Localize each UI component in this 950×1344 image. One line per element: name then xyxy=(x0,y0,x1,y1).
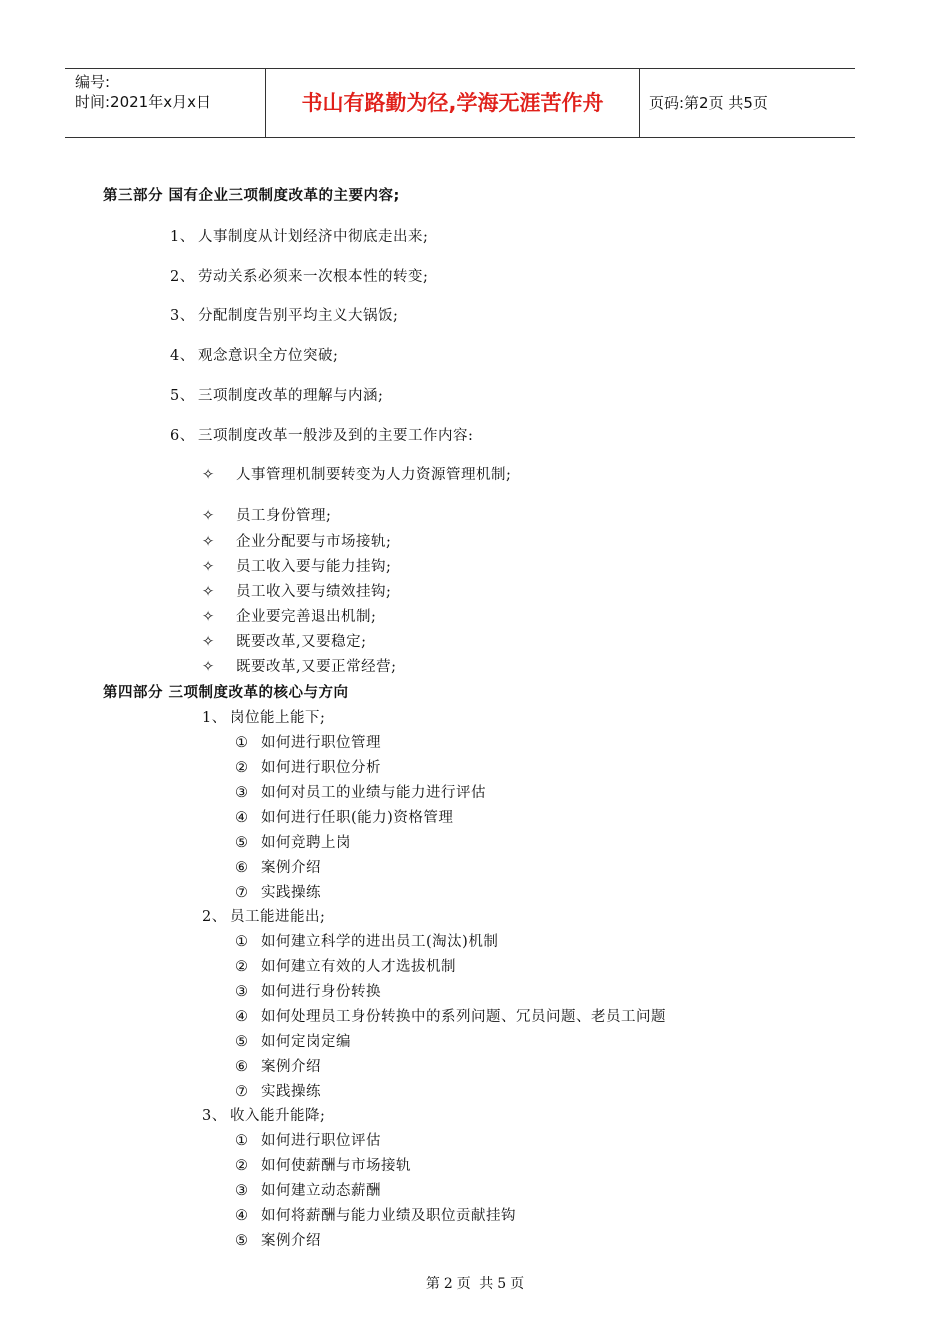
sub-item: ④ 如何处理员工身份转换中的系列问题、冗员问题、老员工问题 xyxy=(235,1009,666,1025)
list-item: 2、 劳动关系必须来一次根本性的转变; xyxy=(170,269,429,285)
sub-item: ② 如何进行职位分析 xyxy=(235,760,381,776)
sub-item: ③ 如何建立动态薪酬 xyxy=(235,1183,381,1199)
diamond-bullet-icon: ✧ xyxy=(202,559,215,575)
header-divider xyxy=(639,69,640,137)
sub-item: ⑤ 案例介绍 xyxy=(235,1233,321,1249)
sub-item: ⑦ 实践操练 xyxy=(235,885,321,901)
header-page-label: 页码:第2页 共5页 xyxy=(649,94,768,112)
bullet-item: ✧ 既要改革,又要正常经营; xyxy=(202,659,397,675)
sub-item: ⑤ 如何定岗定编 xyxy=(235,1034,351,1050)
diamond-bullet-icon: ✧ xyxy=(202,609,215,625)
sub-item: ⑥ 案例介绍 xyxy=(235,860,321,876)
bullet-item: ✧ 人事管理机制要转变为人力资源管理机制; xyxy=(202,467,512,483)
footer-page-number: 2 xyxy=(443,1276,453,1292)
list-item: 3、 分配制度告别平均主义大锅饭; xyxy=(170,308,399,324)
page-header xyxy=(65,68,855,138)
bullet-item: ✧ 员工身份管理; xyxy=(202,508,332,524)
sub-item: ① 如何进行职位管理 xyxy=(235,735,381,751)
bullet-item: ✧ 企业分配要与市场接轨; xyxy=(202,534,392,550)
diamond-bullet-icon: ✧ xyxy=(202,467,215,483)
sub-item: ⑦ 实践操练 xyxy=(235,1084,321,1100)
bullet-item: ✧ 员工收入要与能力挂钩; xyxy=(202,559,392,575)
sub-item: ① 如何建立科学的进出员工(淘汰)机制 xyxy=(235,934,499,950)
number-label: 编号: xyxy=(75,73,111,91)
bullet-item: ✧ 员工收入要与绩效挂钩; xyxy=(202,584,392,600)
diamond-bullet-icon: ✧ xyxy=(202,534,215,550)
list-item: 4、 观念意识全方位突破; xyxy=(170,348,339,364)
list-item: 5、 三项制度改革的理解与内涵; xyxy=(170,388,384,404)
sub-item: ③ 如何进行身份转换 xyxy=(235,984,381,1000)
list-item: 1、 人事制度从计划经济中彻底走出来; xyxy=(170,229,429,245)
time-label: 时间:2021年x月x日 xyxy=(75,93,211,111)
bullet-item: ✧ 既要改革,又要稳定; xyxy=(202,634,367,650)
part3-title: 第三部分 国有企业三项制度改革的主要内容; xyxy=(103,188,400,204)
sub-item: ③ 如何对员工的业绩与能力进行评估 xyxy=(235,785,486,801)
part4-title: 第四部分 三项制度改革的核心与方向 xyxy=(103,685,349,701)
diamond-bullet-icon: ✧ xyxy=(202,659,215,675)
header-meta xyxy=(65,69,265,137)
sub-item: ⑥ 案例介绍 xyxy=(235,1059,321,1075)
sub-item: ① 如何进行职位评估 xyxy=(235,1133,381,1149)
diamond-bullet-icon: ✧ xyxy=(202,584,215,600)
header-motto: 书山有路勤为径,学海无涯苦作舟 xyxy=(301,91,604,115)
list-item: 6、 三项制度改革一般涉及到的主要工作内容: xyxy=(170,428,474,444)
page-footer: 第 2 页 共 5 页 xyxy=(425,1276,525,1292)
section-item: 2、 员工能进能出; xyxy=(202,909,326,925)
sub-item: ⑤ 如何竞聘上岗 xyxy=(235,835,351,851)
diamond-bullet-icon: ✧ xyxy=(202,508,215,524)
sub-item: ② 如何建立有效的人才选拔机制 xyxy=(235,959,456,975)
section-item: 3、 收入能升能降; xyxy=(202,1108,326,1124)
diamond-bullet-icon: ✧ xyxy=(202,634,215,650)
sub-item: ④ 如何将薪酬与能力业绩及职位贡献挂钩 xyxy=(235,1208,516,1224)
section-item: 1、 岗位能上能下; xyxy=(202,710,326,726)
sub-item: ② 如何使薪酬与市场接轨 xyxy=(235,1158,411,1174)
bullet-item: ✧ 企业要完善退出机制; xyxy=(202,609,377,625)
footer-total-pages: 5 xyxy=(497,1276,507,1292)
sub-item: ④ 如何进行任职(能力)资格管理 xyxy=(235,810,454,826)
